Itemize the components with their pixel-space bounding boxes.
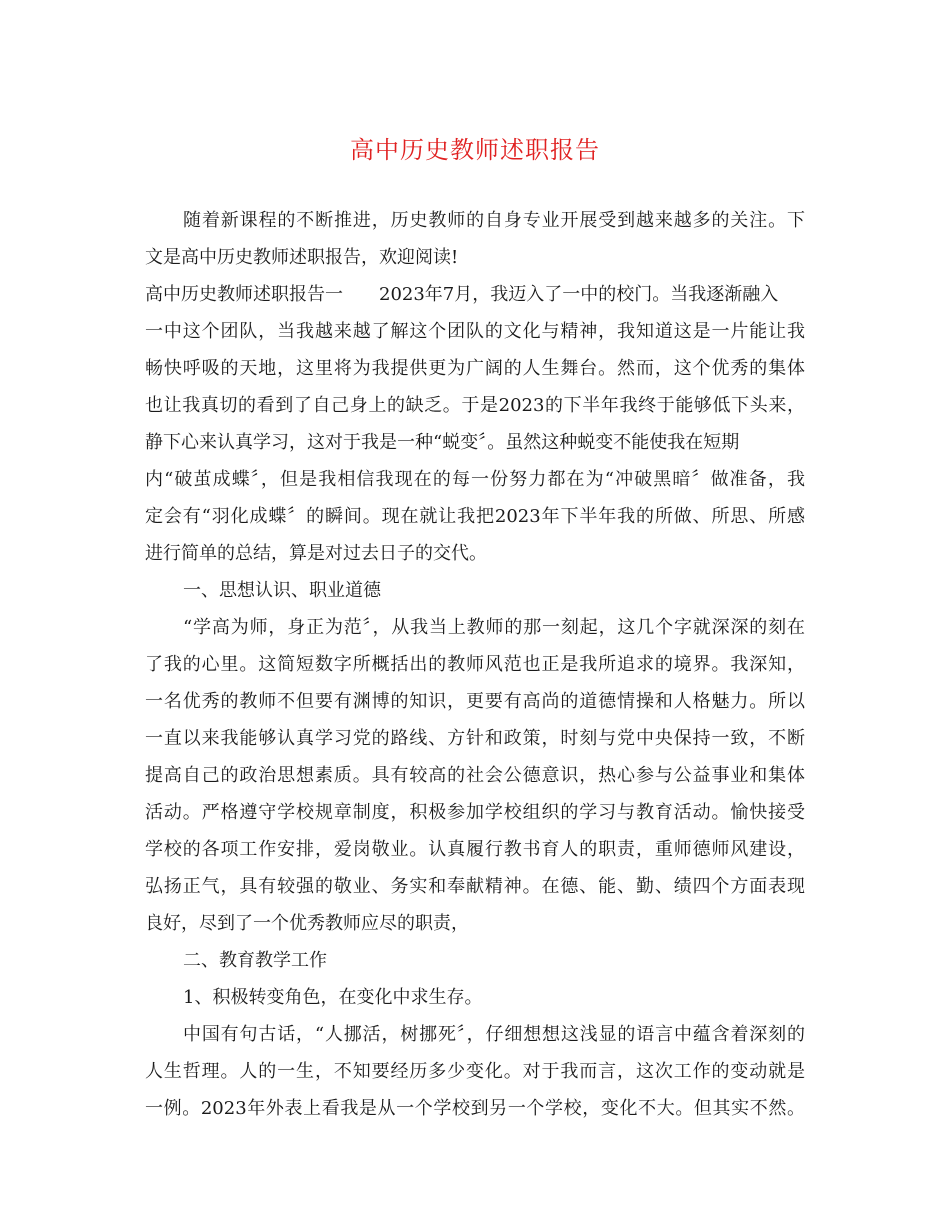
paragraph-line: 也让我真切的看到了自己身上的缺乏。于是2023的下半年我终于能够低下头来，: [145, 395, 805, 416]
paragraph-line: 定会有“羽化成蝶〞的瞬间。现在就让我把2023年下半年我的所做、所思、所感: [145, 506, 805, 527]
paragraph-line: 活动。严格遵守学校规章制度，积极参加学校组织的学习与教育活动。愉快接受: [145, 802, 805, 823]
paragraph-text: 2023年7月，我迈入了一中的校门。当我逐渐融入: [379, 284, 779, 305]
paragraph-line: 畅快呼吸的天地，这里将为我提供更为广阔的人生舞台。然而，这个优秀的集体: [145, 358, 805, 379]
paragraph-line: 进行简单的总结，算是对过去日子的交代。: [145, 543, 487, 564]
paragraph-line: 人生哲理。人的一生，不知要经历多少变化。对于我而言，这次工作的变动就是: [145, 1061, 805, 1082]
report-heading-line: [145, 282, 805, 308]
section-heading: 二、教育教学工作: [183, 950, 327, 971]
paragraph-line: 一例。2023年外表上看我是从一个学校到另一个学校，变化不大。但其实不然。: [145, 1098, 805, 1119]
paragraph-line: 文是高中历史教师述职报告，欢迎阅读!: [145, 247, 459, 268]
subsection-heading: 1、积极转变角色，在变化中求生存。: [183, 987, 483, 1008]
paragraph-line: “学高为师，身正为范〞，从我当上教师的那一刻起，这几个字就深深的刻在: [183, 617, 805, 638]
paragraph-line: 一名优秀的教师不但要有渊博的知识，更要有高尚的道德情操和人格魅力。所以: [145, 691, 805, 712]
paragraph-line: 弘扬正气，具有较强的敬业、务实和奉献精神。在德、能、勤、绩四个方面表现: [145, 876, 805, 897]
paragraph-line: 随着新课程的不断推进，历史教师的自身专业开展受到越来越多的关注。下: [183, 210, 805, 231]
paragraph-line: 学校的各项工作安排，爱岗敬业。认真履行教书育人的职责，重师德师风建设，: [145, 839, 805, 860]
paragraph-line: 中国有句古话，“人挪活，树挪死〞，仔细想想这浅显的语言中蕴含着深刻的: [183, 1024, 805, 1045]
report-label: 高中历史教师述职报告一: [145, 284, 343, 305]
paragraph-line: 内“破茧成蝶〞，但是我相信我现在的每一份努力都在为“冲破黑暗〞做准备，我: [145, 469, 805, 490]
paragraph-line: 了我的心里。这简短数字所概括出的教师风范也正是我所追求的境界。我深知，: [145, 654, 805, 675]
paragraph-line: 静下心来认真学习，这对于我是一种“蜕变〞。虽然这种蜕变不能使我在短期: [145, 432, 740, 453]
document-title: 高中历史教师述职报告: [350, 136, 600, 164]
section-heading: 一、思想认识、职业道德: [183, 580, 381, 601]
paragraph-line: 一直以来我能够认真学习党的路线、方针和政策，时刻与党中央保持一致，不断: [145, 728, 805, 749]
paragraph-line: 提高自己的政治思想素质。具有较高的社会公德意识，热心参与公益事业和集体: [145, 765, 805, 786]
paragraph-line: 一中这个团队，当我越来越了解这个团队的文化与精神，我知道这是一片能让我: [145, 321, 805, 342]
paragraph-line: 良好，尽到了一个优秀教师应尽的职责，: [145, 913, 469, 934]
